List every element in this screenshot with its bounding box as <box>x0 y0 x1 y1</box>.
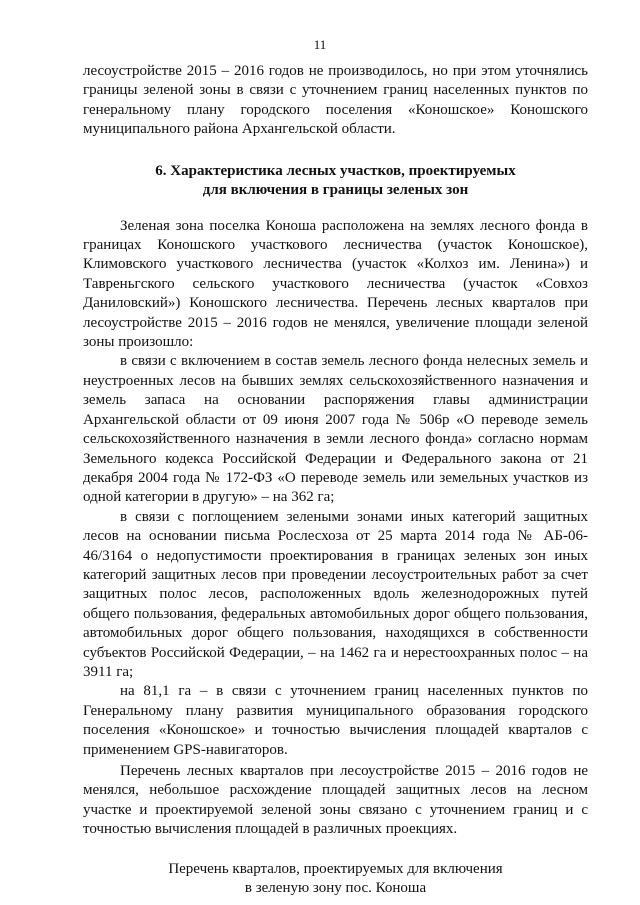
list-item-1: в связи с включением в состав земель лесного фонда нелесных земель и неустроенных лесов на бывших землях сельскохозяйственного назначения и земель запаса на основании распоряжения главы администрации Архангельской области от 09 июня 2007 года № 506р «О переводе земель сельскохозяйственного назначения в земли лесного фонда» согласно нормам Земельного кодекса Российской Федерации и Федерального закона от 21 декабря 2004 года № 172-ФЗ «О переводе земель или земельных участков из одной категории в другую» – на 362 га; <box>83 353 588 506</box>
table-caption <box>83 860 588 899</box>
list-item-3: на 81,1 га – в связи с уточнением границ населенных пунктов по Генеральному плану развития муниципального образования городского поселения «Коношское» и точностью вычисления площадей кварталов с применением GPS-навигаторов. <box>83 683 588 758</box>
table-caption-line-1: Перечень кварталов, проектируемых для включения <box>168 860 503 877</box>
section-paragraph-2: Перечень лесных кварталов при лесоустройстве 2015 – 2016 годов не менялся, небольшое расхождение площадей защитных лесов на лесном участке и проектируемой зеленой зоны связано с уточнением границ и с точностью вычисления площадей в различных проекциях. <box>83 763 588 838</box>
page-number: 11 <box>313 37 327 52</box>
page-content <box>83 62 588 898</box>
list-item-2: в связи с поглощением зелеными зонами иных категорий защитных лесов на основании письма Рослесхоза от 25 марта 2014 года № АБ-06-46/3164 о недопустимости проектирования в границах зеленых зон иных категорий защитных лесов при проведении лесоустроительных работ за счет защитных полос лесов, расположенных вдоль железнодорожных путей общего пользования, федеральных автомобильных дорог общего пользования, автомобильных дорог общего пользования, находящихся в собственности субъектов Российской Федерации, – на 1462 га и нерестоохранных полос – на 3911 га; <box>83 508 588 680</box>
section-paragraph-1: Зеленая зона поселка Коноша расположена на землях лесного фонда в границах Коношского участкового лесничества (участок Коношское), Климовского участкового лесничества (участок «Колхоз им. Ленина») и Тавреньгского сельского участкового лесничества (участок «Совхоз Даниловский») Коношского лесничества. Перечень лесных кварталов при лесоустройстве 2015 – 2016 годов не менялся, увеличение площади зеленой зоны произошло: <box>83 217 588 351</box>
section-heading-line-1: 6. Характеристика лесных участков, проектируемых <box>155 162 516 179</box>
intro-paragraph: лесоустройстве 2015 – 2016 годов не производилось, но при этом уточнялись границы зеленой зоны в связи с уточнением границ населенных пунктов по генеральному плану городского поселения «Коношское» Коношского муниципального района Архангельской области. <box>83 63 588 138</box>
section-heading <box>83 162 588 200</box>
section-heading-line-2: для включения в границы зеленых зон <box>202 181 469 198</box>
table-caption-line-2: в зеленую зону пос. Коноша <box>244 880 427 897</box>
